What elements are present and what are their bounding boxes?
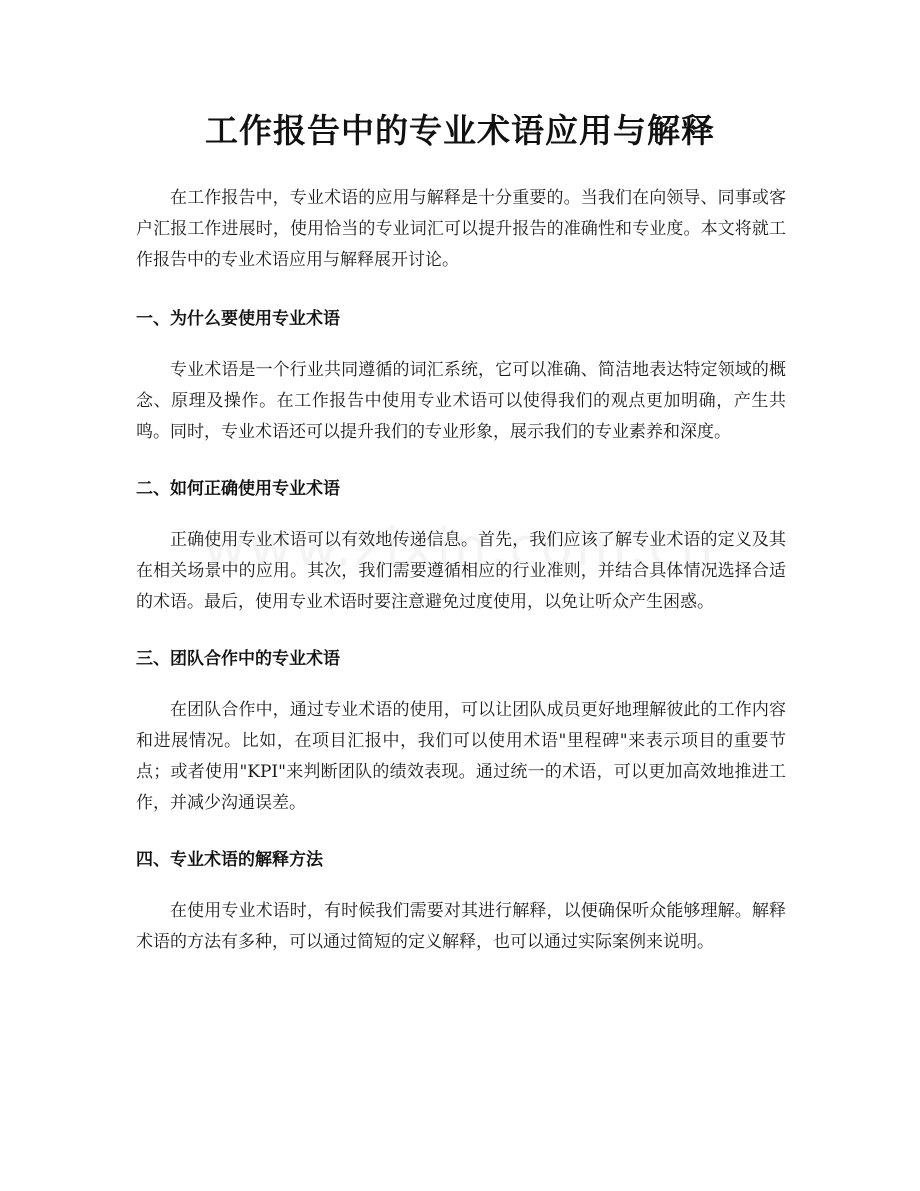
section-body-1: 专业术语是一个行业共同遵循的词汇系统，它可以准确、简洁地表达特定领域的概念、原理及操作。在工作报告中使用专业术语可以使得我们的观点更加明确，产生共鸣。同时，专业术语还可以提升我们的专业形象，展示我们的专业素养和深度。 (136, 360, 786, 442)
section-body-4: 在使用专业术语时，有时候我们需要对其进行解释，以便确保听众能够理解。解释术语的方法有多种，可以通过简短的定义解释，也可以通过实际案例来说明。 (136, 901, 786, 952)
document-body (136, 183, 786, 958)
section-heading-2: 二、如何正确使用专业术语 (136, 479, 340, 499)
document-title: 工作报告中的专业术语应用与解释 (205, 111, 715, 150)
section-body-3: 在团队合作中，通过专业术语的使用，可以让团队成员更好地理解彼此的工作内容和进展情况。比如，在项目汇报中，我们可以使用术语"里程碑"来表示项目的重要节点；或者使用"KPI"来判断团队的绩效表现。通过统一的术语，可以更加高效地推进工作，并减少沟通误差。 (136, 700, 786, 813)
section-heading-1: 一、为什么要使用专业术语 (136, 309, 340, 329)
section-body-2: 正确使用专业术语可以有效地传递信息。首先，我们应该了解专业术语的定义及其在相关场景中的应用。其次，我们需要遵循相应的行业准则，并结合具体情况选择合适的术语。最后，使用专业术语时要注意避免过度使用，以免让听众产生困惑。 (136, 530, 786, 612)
intro-paragraph: 在工作报告中，专业术语的应用与解释是十分重要的。当我们在向领导、同事或客户汇报工作进展时，使用恰当的专业词汇可以提升报告的准确性和专业度。本文将就工作报告中的专业术语应用与解释展开讨论。 (136, 188, 786, 270)
section-heading-3: 三、团队合作中的专业术语 (136, 649, 340, 669)
section-heading-4: 四、专业术语的解释方法 (136, 850, 323, 870)
